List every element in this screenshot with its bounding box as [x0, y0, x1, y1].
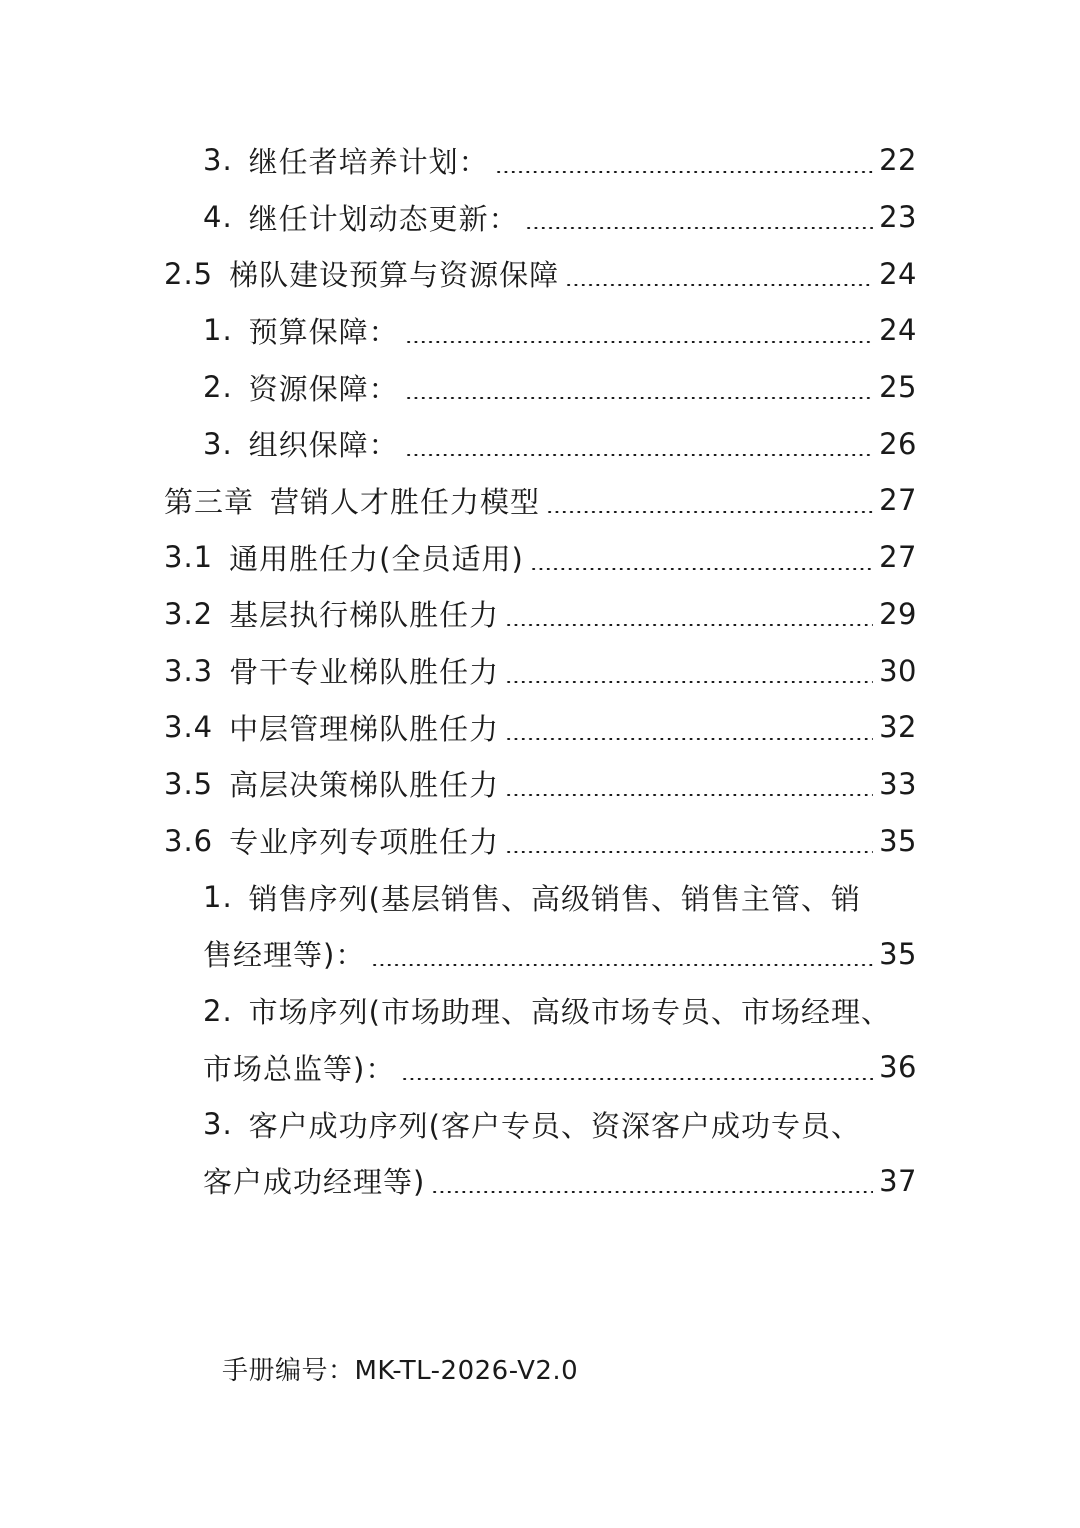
toc-entry-title: 销售序列(基层销售、高级销售、销售主管、销	[248, 881, 861, 916]
toc-entry-number: 3.	[203, 143, 233, 178]
dot-leader	[546, 511, 873, 513]
toc-entry-page: 30	[879, 653, 917, 688]
toc-entry-title: 中层管理梯队胜任力	[229, 711, 500, 746]
manual-number: 手册编号：MK-TL-2026-V2.0	[222, 1356, 579, 1386]
toc-entry-page: 24	[879, 256, 917, 291]
toc-entry-page: 37	[879, 1163, 917, 1198]
toc-entry[interactable]	[0, 189, 1080, 246]
toc-entry[interactable]	[0, 359, 1080, 416]
toc-entry-title-continued: 客户成功经理等)	[203, 1165, 426, 1200]
toc-entry-title: 继任计划动态更新：	[248, 201, 519, 236]
dot-leader	[495, 171, 873, 173]
toc-entry-title: 市场序列(市场助理、高级市场专员、市场经理、	[248, 995, 891, 1030]
toc-entry-number: 4.	[203, 200, 233, 235]
toc-entry[interactable]	[0, 982, 1080, 1095]
toc-entry-page: 29	[879, 596, 917, 631]
toc-entry[interactable]	[0, 472, 1080, 529]
toc-entry-title-continued: 售经理等)：	[203, 938, 366, 973]
dot-leader	[505, 851, 873, 853]
toc-entry-title-continued: 市场总监等)：	[203, 1051, 396, 1086]
dot-leader	[405, 397, 873, 399]
toc-entry-number: 2.	[203, 370, 233, 405]
toc-entry-title: 专业序列专项胜任力	[229, 825, 500, 860]
dot-leader	[505, 624, 873, 626]
toc-entry-number: 3.3	[164, 653, 214, 688]
toc-entry-number: 3.5	[164, 766, 214, 801]
toc-entry-page: 27	[879, 483, 917, 518]
toc-entry-title: 继任者培养计划：	[248, 144, 489, 179]
toc-entry-title: 骨干专业梯队胜任力	[229, 655, 500, 690]
toc-entry-page: 23	[879, 200, 917, 235]
toc-entry-number: 2.5	[164, 256, 214, 291]
dot-leader	[371, 964, 873, 966]
toc-entry-title: 预算保障：	[248, 314, 399, 349]
toc-entry-title: 组织保障：	[248, 428, 399, 463]
dot-leader	[565, 284, 873, 286]
dot-leader	[405, 454, 873, 456]
toc-entry-page: 32	[879, 710, 917, 745]
toc-entry-number: 3.	[203, 426, 233, 461]
toc-entry-page: 35	[879, 936, 917, 971]
toc-entry-page: 36	[879, 1050, 917, 1085]
dot-leader	[405, 341, 873, 343]
toc-entry-title: 营销人才胜任力模型	[270, 484, 541, 519]
dot-leader	[431, 1191, 873, 1193]
toc-entry[interactable]	[0, 1096, 1080, 1209]
toc-entry-number: 3.	[203, 1107, 233, 1142]
toc-entry[interactable]	[0, 415, 1080, 472]
toc-entry-page: 33	[879, 766, 917, 801]
toc-entry-page: 25	[879, 370, 917, 405]
toc-entry-title: 高层决策梯队胜任力	[229, 768, 500, 803]
toc-entry[interactable]	[0, 586, 1080, 643]
toc-entry-number: 1.	[203, 313, 233, 348]
dot-leader	[505, 738, 873, 740]
toc-entry-page: 26	[879, 426, 917, 461]
toc-entry[interactable]	[0, 869, 1080, 982]
toc-entry-title: 基层执行梯队胜任力	[229, 598, 500, 633]
toc-entry[interactable]	[0, 529, 1080, 586]
toc-entry[interactable]	[0, 812, 1080, 869]
toc-entry-page: 24	[879, 313, 917, 348]
toc-entry[interactable]	[0, 756, 1080, 813]
toc-entry-number: 3.6	[164, 823, 214, 858]
toc-entry-number: 3.4	[164, 710, 214, 745]
toc-entry-page: 35	[879, 823, 917, 858]
toc-entry-page: 22	[879, 143, 917, 178]
dot-leader	[401, 1078, 873, 1080]
toc-entry-number: 3.2	[164, 596, 214, 631]
toc-entry[interactable]	[0, 642, 1080, 699]
table-of-contents	[0, 132, 1080, 1209]
toc-entry[interactable]	[0, 132, 1080, 189]
toc-entry-title: 通用胜任力(全员适用)	[229, 541, 524, 576]
toc-entry-title: 客户成功序列(客户专员、资深客户成功专员、	[248, 1108, 861, 1143]
dot-leader	[505, 681, 873, 683]
dot-leader	[525, 227, 873, 229]
toc-entry-number: 2.	[203, 993, 233, 1028]
toc-entry[interactable]	[0, 302, 1080, 359]
toc-entry[interactable]	[0, 699, 1080, 756]
toc-entry-number: 1.	[203, 880, 233, 915]
toc-entry-title: 资源保障：	[248, 371, 399, 406]
dot-leader	[530, 568, 873, 570]
toc-entry-number: 第三章	[164, 484, 255, 519]
toc-entry-number: 3.1	[164, 540, 214, 575]
toc-entry[interactable]	[0, 245, 1080, 302]
dot-leader	[505, 794, 873, 796]
toc-entry-page: 27	[879, 540, 917, 575]
toc-entry-title: 梯队建设预算与资源保障	[229, 258, 560, 293]
